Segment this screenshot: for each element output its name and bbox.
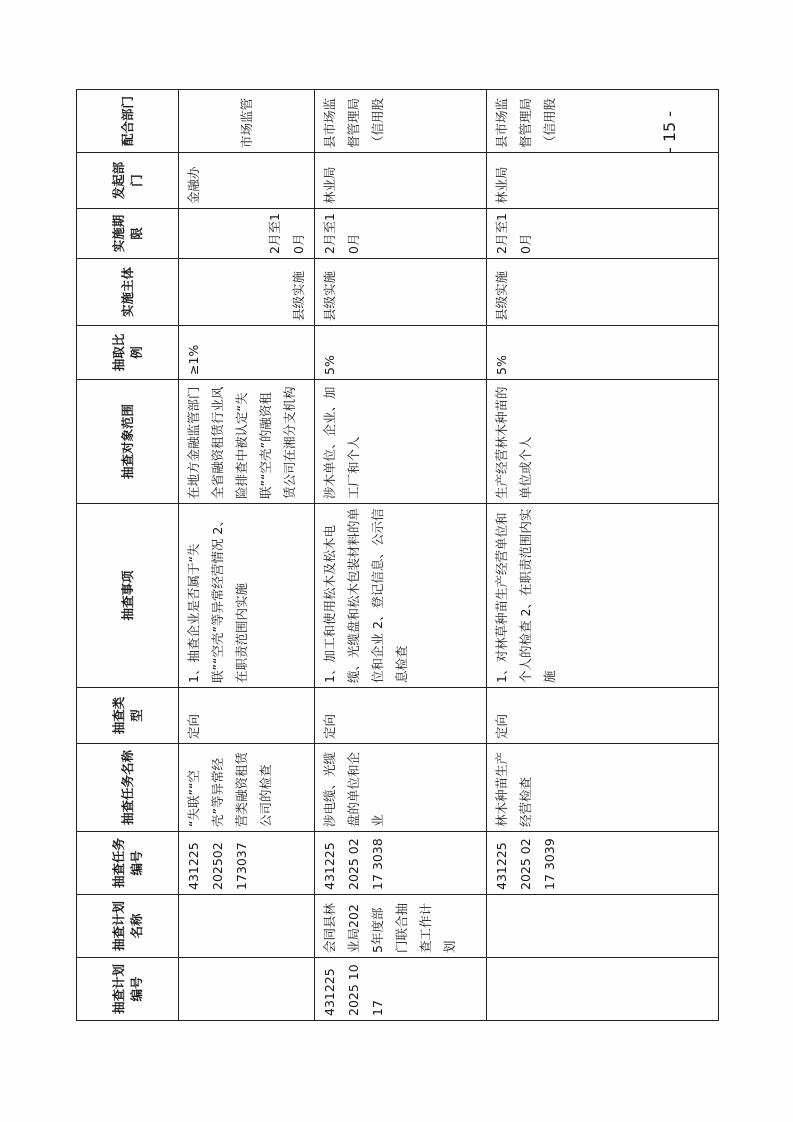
header-plan-no: 抽查计划编号	[77, 958, 179, 1021]
cell-period: 2月至10月	[315, 209, 487, 259]
cell-task-name: “失联”“空壳”等异常经营类融资租赁公司的检查	[179, 744, 315, 832]
cell-task-no: 431225 2025 0217 3038	[315, 832, 487, 895]
header-plan-name: 抽查计划名称	[77, 895, 179, 958]
cell-sample-ratio: 5%	[315, 326, 487, 380]
table-row	[179, 90, 315, 1021]
cell-cooperator: 市场监管	[179, 90, 315, 153]
spot-check-table	[76, 89, 719, 1021]
header-check-scope: 抽查对象范围	[77, 380, 179, 504]
cell-check-items: 1、对林草种苗生产经营单位和个人的检查 2、在职责范围内实施	[487, 504, 719, 688]
cell-task-no: 431225 2025 0217 3039	[487, 832, 719, 895]
cell-check-type: 定向	[179, 688, 315, 744]
cell-task-name: 涉电缆、光缆盘的单位和企业	[315, 744, 487, 832]
cell-plan-no	[179, 958, 315, 1021]
cell-check-items: 1、抽查企业是否属于“失联”“空壳”等异常经营情况 2、在职责范围内实施	[179, 504, 315, 688]
cell-initiator: 林业局	[487, 153, 719, 209]
cell-check-type: 定向	[315, 688, 487, 744]
cell-check-scope: 涉木单位、企业、加工厂和个人	[315, 380, 487, 504]
cell-plan-name	[487, 895, 719, 958]
header-task-no: 抽查任务编号	[77, 832, 179, 895]
cell-task-no: 431225202502173037	[179, 832, 315, 895]
cell-check-scope: 在地方金融监管部门全省融资租赁行业风险排查中被认定“失联”“空壳”的融资租赁公司在湘分支机构	[179, 380, 315, 504]
table-row	[315, 90, 487, 1021]
header-row	[77, 90, 179, 1021]
header-task-name: 抽查任务名称	[77, 744, 179, 832]
cell-plan-no	[487, 958, 719, 1021]
cell-plan-no: 4312252025 1017	[315, 958, 487, 1021]
header-check-items: 抽查事项	[77, 504, 179, 688]
header-check-type: 抽查类型	[77, 688, 179, 744]
table-row	[487, 90, 719, 1021]
rotated-table-container	[76, 90, 718, 1021]
cell-period: 2月至10月	[179, 209, 315, 259]
cell-executor: 县级实施	[487, 259, 719, 326]
cell-sample-ratio: ≥1%	[179, 326, 315, 380]
cell-check-scope: 生产经营林木种苗的单位或个人	[487, 380, 719, 504]
header-cooperator: 配合部门	[77, 90, 179, 153]
header-executor: 实施主体	[77, 259, 179, 326]
header-period: 实施期限	[77, 209, 179, 259]
header-initiator: 发起部门	[77, 153, 179, 209]
cell-executor: 县级实施	[179, 259, 315, 326]
header-sample-ratio: 抽取比例	[77, 326, 179, 380]
page-number: - 15 -	[660, 110, 679, 153]
cell-cooperator: 县市场监督管理局（信用股	[487, 90, 719, 153]
cell-cooperator: 县市场监督管理局（信用股	[315, 90, 487, 153]
cell-initiator: 林业局	[315, 153, 487, 209]
cell-plan-name: 会同县林业局2025年度部门联合抽查工作计划	[315, 895, 487, 958]
cell-period: 2月至10月	[487, 209, 719, 259]
cell-task-name: 林木种苗生产经营检查	[487, 744, 719, 832]
cell-check-items: 1、加工和使用松木及松木电缆、光缆盘和松木包装材料的单位和企业 2、登记信息、公示信息检查	[315, 504, 487, 688]
cell-plan-name	[179, 895, 315, 958]
cell-initiator: 金融办	[179, 153, 315, 209]
cell-sample-ratio: 5%	[487, 326, 719, 380]
cell-check-type: 定向	[487, 688, 719, 744]
cell-executor: 县级实施	[315, 259, 487, 326]
